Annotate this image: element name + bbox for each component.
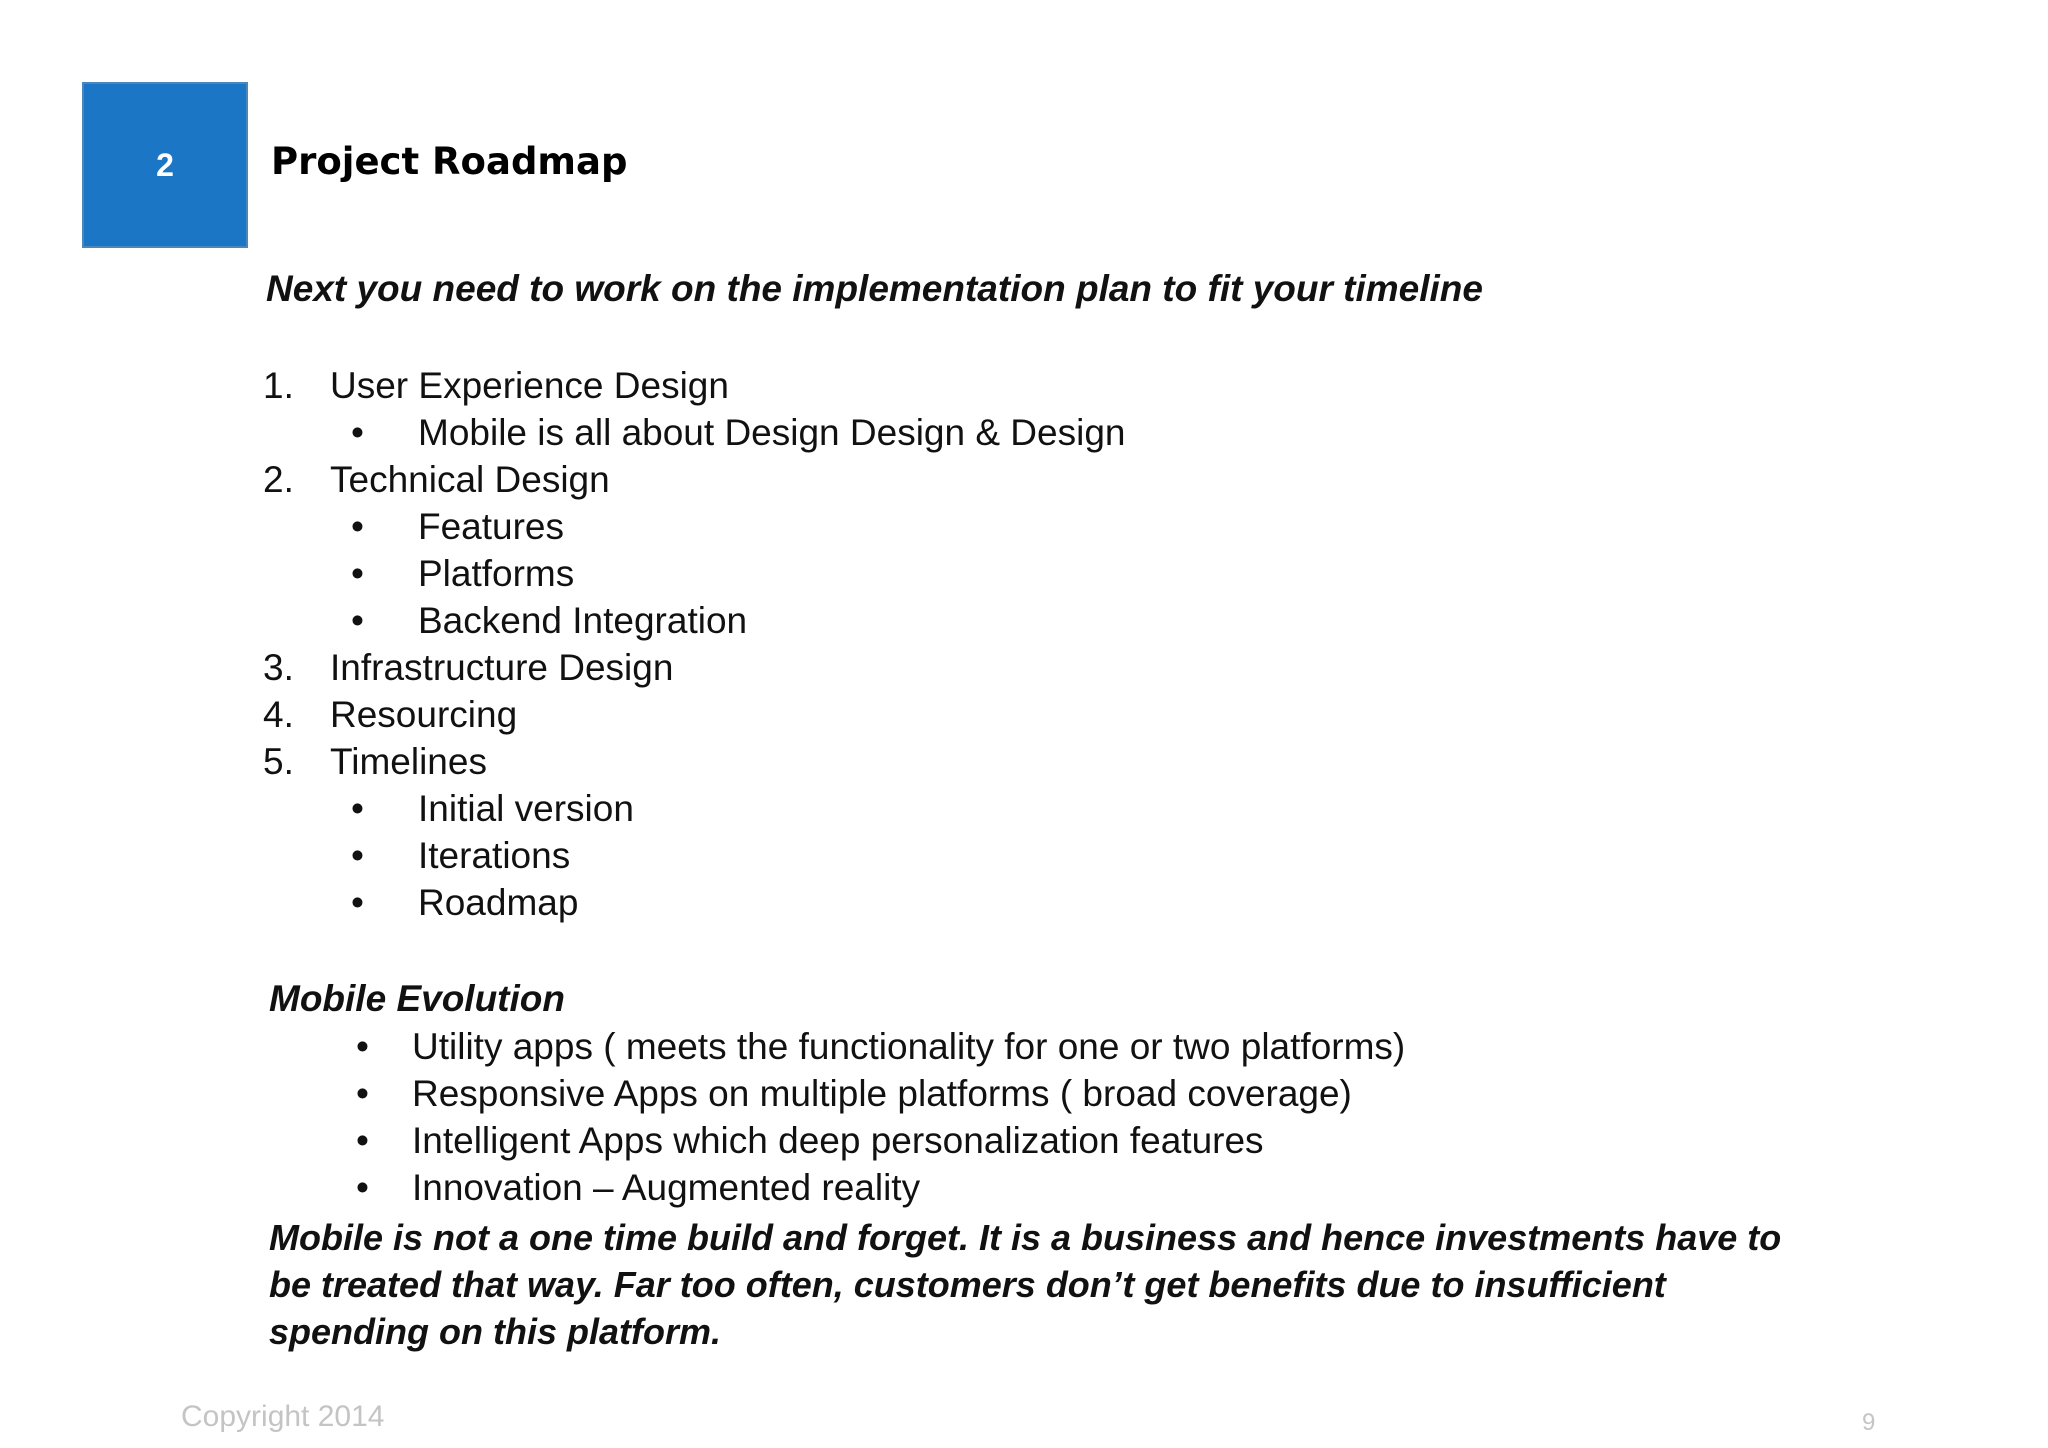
list-number: 4. [263, 694, 294, 735]
evolution-item-label: Utility apps ( meets the functionality for one or two platforms) [412, 1026, 1406, 1067]
sub-list-item-label: Features [418, 506, 565, 547]
bullet-icon: • [356, 1167, 369, 1208]
section-number-box [82, 82, 248, 248]
evolution-item-label: Innovation – Augmented reality [412, 1167, 921, 1208]
page-number: 9 [1862, 1409, 1876, 1436]
closing-line: be treated that way. Far too often, customers don’t get benefits due to insufficient [269, 1264, 1666, 1305]
intro-text: Next you need to work on the implementation plan to fit your timeline [266, 268, 1483, 309]
sub-list-item-label: Backend Integration [418, 600, 748, 641]
copyright-text: Copyright 2014 [181, 1400, 385, 1433]
list-item-label: Technical Design [330, 459, 610, 500]
bullet-icon: • [351, 788, 364, 829]
list-item-label: User Experience Design [330, 365, 729, 406]
list-item-label: Infrastructure Design [330, 647, 674, 688]
list-number: 5. [263, 741, 294, 782]
list-item-label: Timelines [330, 741, 487, 782]
closing-statement [269, 1214, 1969, 1355]
list-number: 1. [263, 365, 294, 406]
bullet-icon: • [351, 835, 364, 876]
bullet-icon: • [356, 1026, 369, 1067]
sub-list-item-label: Initial version [418, 788, 634, 829]
list-item-label: Resourcing [330, 694, 518, 735]
list-number: 2. [263, 459, 294, 500]
bullet-icon: • [351, 600, 364, 641]
list-number: 3. [263, 647, 294, 688]
bullet-icon: • [351, 553, 364, 594]
bullet-icon: • [356, 1120, 369, 1161]
slide-title: Project Roadmap [271, 140, 628, 183]
sub-list-item-label: Iterations [418, 835, 571, 876]
evolution-heading: Mobile Evolution [269, 978, 565, 1019]
closing-line: Mobile is not a one time build and forget. It is a business and hence investments have to [269, 1217, 1782, 1258]
evolution-item-label: Responsive Apps on multiple platforms ( broad coverage) [412, 1073, 1352, 1114]
section-number: 2 [156, 146, 174, 183]
bullet-icon: • [351, 882, 364, 923]
bullet-icon: • [356, 1073, 369, 1114]
sub-list-item-label: Roadmap [418, 882, 579, 923]
sub-list-item-label: Mobile is all about Design Design & Design [418, 412, 1126, 453]
evolution-item-label: Intelligent Apps which deep personalization features [412, 1120, 1264, 1161]
bullet-icon: • [351, 506, 364, 547]
bullet-icon: • [351, 412, 364, 453]
sub-list-item-label: Platforms [418, 553, 575, 594]
closing-line: spending on this platform. [269, 1311, 721, 1352]
